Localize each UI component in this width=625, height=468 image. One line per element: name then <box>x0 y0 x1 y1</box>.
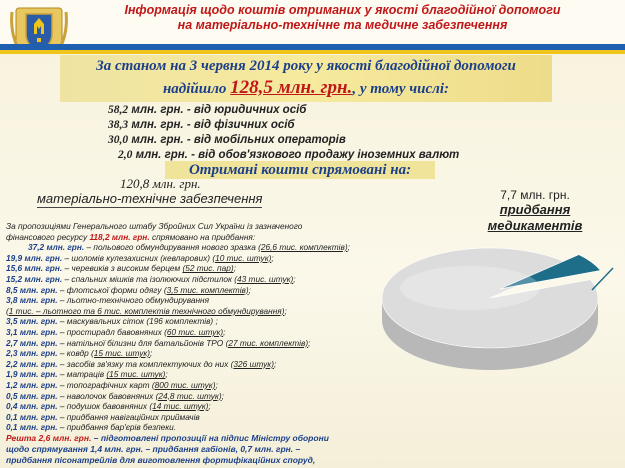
list-item: 2,3 млн. грн. – ковдр (15 тис. штук); <box>6 348 153 359</box>
source-item: 58,2 млн. грн. - від юридичних осіб <box>108 104 307 116</box>
list-item: 37,2 млн. грн. – польового обмундирування нового зразка (26,6 тис. комплектів); <box>28 242 350 253</box>
medical-block <box>455 188 615 234</box>
list-item: 19,9 млн. грн. – шоломів кулезахисних (кевларових) (10 тис. штук); <box>6 252 274 263</box>
summary-pre: надійшло <box>162 81 227 97</box>
list-item: 15,2 млн. грн. – спальних мішків та ізолюючих підстилок (43 тис. штук); <box>6 273 296 284</box>
title-line-2: на матеріально-технічне та медичне забезпечення <box>177 18 508 32</box>
page-title <box>70 3 615 33</box>
total-amount: 128,5 млн. грн. <box>230 77 353 98</box>
summary-banner <box>60 55 552 102</box>
list-item: 0,5 млн. грн. – наволочок бавовняних (24,8 тис. штук); <box>6 390 224 401</box>
list-item: 1,9 млн. грн. – матраців (15 тис. штук); <box>6 369 168 380</box>
material-amount: 120,8 млн. грн. <box>120 176 201 191</box>
items-list <box>6 242 350 433</box>
list-item: 1,2 млн. грн. – топографічних карт (800 тис. штук); <box>6 379 218 390</box>
list-item: 2,2 млн. грн. – засобів зв'язку та комплектуючих до них (326 штук); <box>6 358 277 369</box>
list-item: 0,4 млн. грн. – подушок бавовняних (14 тис. штук); <box>6 401 211 412</box>
medical-amount: 7,7 млн. грн. <box>500 188 570 202</box>
list-item: (1 тис. – льотного та 6 тис. комплектів технічного обмундирування); <box>6 305 287 316</box>
summary-post: , у тому числі: <box>352 81 450 97</box>
list-item: 0,1 млн. грн. – придбання бар'єрів безпеки. <box>6 422 177 433</box>
list-item: 0,1 млн. грн. – придбання навігаційних приймачів <box>6 411 200 422</box>
pie-highlight <box>400 266 540 310</box>
source-item: 30,0 млн. грн. - від мобільних операторів <box>108 134 346 146</box>
list-item: 2,7 млн. грн. – натільної білизни для батальйонів ТРО (27 тис. комплектів); <box>6 337 311 348</box>
list-item: 3,8 млн. грн. – льотно-технічного обмундирування <box>6 295 210 306</box>
sources-list <box>108 103 528 163</box>
header <box>0 0 625 44</box>
list-item: 8,5 млн. грн. – флотської форми одягу (3,5 тис. комплектів); <box>6 284 251 295</box>
list-item: 3,5 млн. грн. – маскувальних сіток (196 комплектів) ; <box>6 316 218 327</box>
spent-title: Отримані кошти спрямовані на: <box>165 161 435 179</box>
rest-note: Решта 2,6 млн. грн. – підготовлені пропозиції на підпис Міністру оборони щодо спрямування 1,4 млн. грн. – придбання габіонів, 0,7 млн. грн. – придбання пісонатрейлів для виготовлення фортифікаційних споруд, <box>6 433 329 465</box>
summary-line-1: За станом на 3 червня 2014 року у якості благодійної допомоги <box>96 58 516 74</box>
list-item: 3,1 млн. грн. – простирадл бавовняних (60 тис. штук); <box>6 326 226 337</box>
pie-chart <box>340 236 625 386</box>
title-line-1: Інформація щодо коштів отриманих у якості благодійної допомоги <box>124 3 561 17</box>
medical-label: придбання медикаментів <box>487 202 583 233</box>
summary-line-2 <box>60 77 552 99</box>
details-block <box>6 221 350 433</box>
details-intro: За пропозиціями Генерального штабу Збройних Сил України із зазначеного фінансового ресурсу 118,2 млн. грн. спрямовано на придбання: <box>6 221 303 242</box>
material-label: матеріально-технічне забезпечення <box>37 191 263 206</box>
source-item: 2,0 млн. грн. - від обов'язкового продажу іноземних валют <box>118 149 460 161</box>
source-item: 38,3 млн. грн. - від фізичних осіб <box>108 119 295 131</box>
flag-stripe-yellow <box>0 50 625 54</box>
list-item: 15,6 млн. грн. – черевиків з високим берцем (52 тис. пар); <box>6 263 236 274</box>
material-block <box>0 176 330 210</box>
